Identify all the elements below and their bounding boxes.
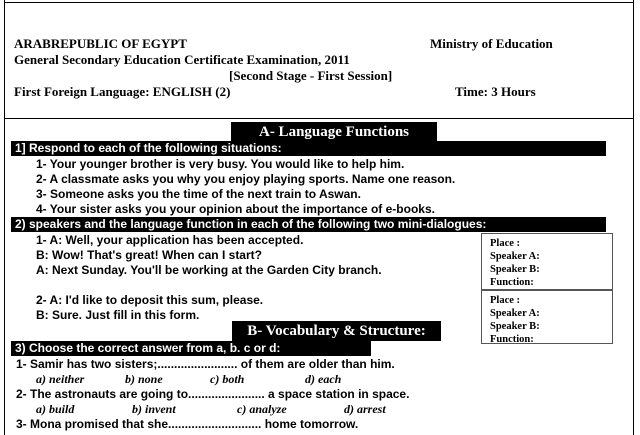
dialogue-1-line-2: B: Wow! That's great! When can I start? xyxy=(36,248,262,262)
box2-speaker-b-label: Speaker B: xyxy=(490,321,540,332)
q2-heading: 2) speakers and the language function in each of the following two mini-dialogues: xyxy=(11,217,606,232)
box2-function-label: Function: xyxy=(490,334,534,344)
box2-speaker-a-label: Speaker A: xyxy=(490,308,540,319)
box1-place-label: Place : xyxy=(490,238,521,249)
q3-q2-option-d[interactable]: d) arrest xyxy=(344,402,386,416)
q3-q2-option-b[interactable]: b) invent xyxy=(132,402,176,416)
time-label: Time: 3 Hours xyxy=(455,84,536,99)
box1-function-label: Function: xyxy=(490,277,534,288)
q1-item-4: 4- Your sister asks you your opinion about the importance of e-books. xyxy=(36,202,435,216)
q1-item-3: 3- Someone asks you the time of the next train to Aswan. xyxy=(36,187,361,201)
q3-question-3: 3- Mona promised that she............................ home tomorrow. xyxy=(16,417,359,431)
box1-speaker-a-label: Speaker A: xyxy=(490,251,540,262)
subject-label: First Foreign Language: ENGLISH (2) xyxy=(14,84,231,99)
box1-speaker-b-label: Speaker B: xyxy=(490,264,540,275)
top-rule xyxy=(4,2,634,3)
country-name: ARABREPUBLIC OF EGYPT xyxy=(14,36,187,51)
dialogue-1-line-3: A: Next Sunday. You'll be working at the Garden City branch. xyxy=(36,263,382,277)
q3-q1-option-a[interactable]: a) neither xyxy=(36,372,85,386)
q3-question-1: 1- Samir has two sisters;........................ of them are older than him. xyxy=(16,357,395,371)
session-label: [Second Stage - First Session] xyxy=(229,68,393,83)
q1-item-1: 1- Your younger brother is very busy. You would like to help him. xyxy=(36,157,405,171)
section-b-title: B- Vocabulary & Structure: xyxy=(232,321,441,341)
answer-box-dialogue-1[interactable] xyxy=(481,233,613,290)
q1-heading: 1] Respond to each of the following situations: xyxy=(11,141,606,156)
header-rule xyxy=(4,118,634,119)
q3-question-2: 2- The astronauts are going to....................... a space station in space. xyxy=(16,387,410,401)
q3-q1-option-b[interactable]: b) none xyxy=(125,372,163,386)
q1-item-2: 2- A classmate asks you why you enjoy playing sports. Name one reason. xyxy=(36,172,456,186)
box2-place-label: Place : xyxy=(490,295,521,306)
q3-heading: 3) Choose the correct answer from a, b. c or d: xyxy=(11,341,371,356)
section-a-title: A- Language Functions xyxy=(231,122,437,142)
exam-title: General Secondary Education Certificate Examination, 2011 xyxy=(14,52,350,67)
dialogue-2-line-1: 2- A: I'd like to deposit this sum, please. xyxy=(36,293,264,307)
ministry-name: Ministry of Education xyxy=(430,36,553,51)
q3-q1-option-d[interactable]: d) each xyxy=(305,372,342,386)
dialogue-1-line-1: 1- A: Well, your application has been accepted. xyxy=(36,233,304,247)
q3-q2-option-a[interactable]: a) build xyxy=(36,402,75,416)
q3-q1-option-c[interactable]: c) both xyxy=(210,372,245,386)
answer-box-dialogue-2[interactable] xyxy=(481,290,613,344)
dialogue-2-line-2: B: Sure. Just fill in this form. xyxy=(36,308,200,322)
q3-q2-option-c[interactable]: c) analyze xyxy=(237,402,287,416)
